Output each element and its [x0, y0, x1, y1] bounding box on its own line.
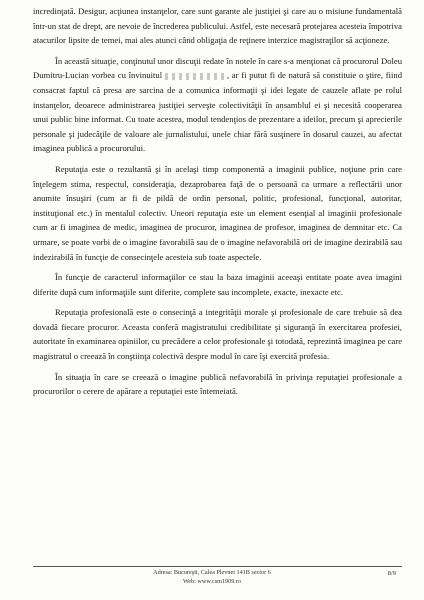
footer-web: Web: www.csm1909.ro: [182, 578, 242, 585]
paragraph-1: incredinţată. Desigur, acţiunea instanţelor, care sunt garante ale justiţiei şi care au o misiune fundamentală într-un stat de drept, are nevoie de încrederea publicului. Astfel, este necesară protejarea acesteia împotriva atacurilor lipsite de temei, mai ales atunci când obligaţia de reţinere interzice magistraţilor să acţioneze.: [33, 6, 402, 46]
footer-address: Adresa: Bucureşti, Calea Plevnei 141B sector 6: [153, 569, 271, 576]
page-number: 8/9: [387, 570, 396, 577]
document-body: [33, 4, 402, 405]
paragraph-2-part-2: , ar fi putut fi de natură să constituie o ştire, fiind consacrat faptul că presa are sarcina de a comunica informaţii şi idei legate de cauzele aflate pe rolul instanţelor, deoarece administrarea justiţiei serveşte colectivităţii în ansamblul ei şi necesită cooperarea unui public bine informat. Cu toate acestea, modul tendenţios de prezentare a ideilor, precum şi aprecierile personale şi judecăţile de valoare ale jurnalistului, unele chiar fără susţinere în dosarul cauzei, au afectat imaginea publică a procurorului.: [33, 70, 403, 154]
paragraph-2-part-1: În această situaţie, conţinutul unor discuţii redate în notele în care s-a menţionat că procurorul Doleu Dumitru-Lucian vorbea cu învinuitul: [33, 55, 402, 81]
footer-divider: [33, 566, 402, 567]
paragraph-6: În situaţia în care se creează o imagine publică nefavorabilă în privinţa reputaţiei profesionale a procurorilor o cerere de apărare a reputaţiei este întemeiată.: [33, 371, 402, 397]
footer: [0, 568, 424, 586]
paragraph-4: În funcţie de caracterul informaţiilor ce stau la baza imaginii aceeaşi entitate poate avea imagini diferite după cum informaţiile sunt diferite, complete sau incomplete, exacte, inexacte etc.: [33, 272, 402, 297]
paragraph-5: Reputaţia profesională este o consecinţă a integrităţii morale şi profesionale de care trebuie să dea dovadă fiecare procuror. Aceasta conferă magistratului credibilitate şi siguranţă în exercitarea profesiei, autoritate în examinarea opiniilor, cu precădere a celor profesionale şi totodată, reprezintă imaginea pe care magistratul o creează în conştiinţa colectivă despre modul în care îşi exercită profesia.: [33, 307, 403, 362]
paragraph-2: [33, 54, 402, 156]
redacted-name: [165, 73, 227, 80]
paragraph-3: Reputaţia este o rezultantă şi în acelaşi timp componentă a imaginii publice, noţiune prin care înţelegem stima, respectul, consideraţia, dezaprobarea faţă de o persoană ca urmare a reflectării unor anumite însuşiri (cum ar fi de pildă de ordin personal, politic, profesional, funcţional, autoritar, instituţional etc.) în mentalul colectiv. Uneori reputaţia este un element esenţial al imaginii profesionale cum ar fi imaginea de medic, imaginea de procuror, imaginea de profesor, imaginea de demnitar etc. Ca urmare, se poate vorbi de o imagine favorabilă sau de o imagine nefavorabilă ori de imagine dezirabilă sau indezirabilă în funcţie de consecinţele acesteia sub toate aspectele.: [33, 163, 402, 262]
